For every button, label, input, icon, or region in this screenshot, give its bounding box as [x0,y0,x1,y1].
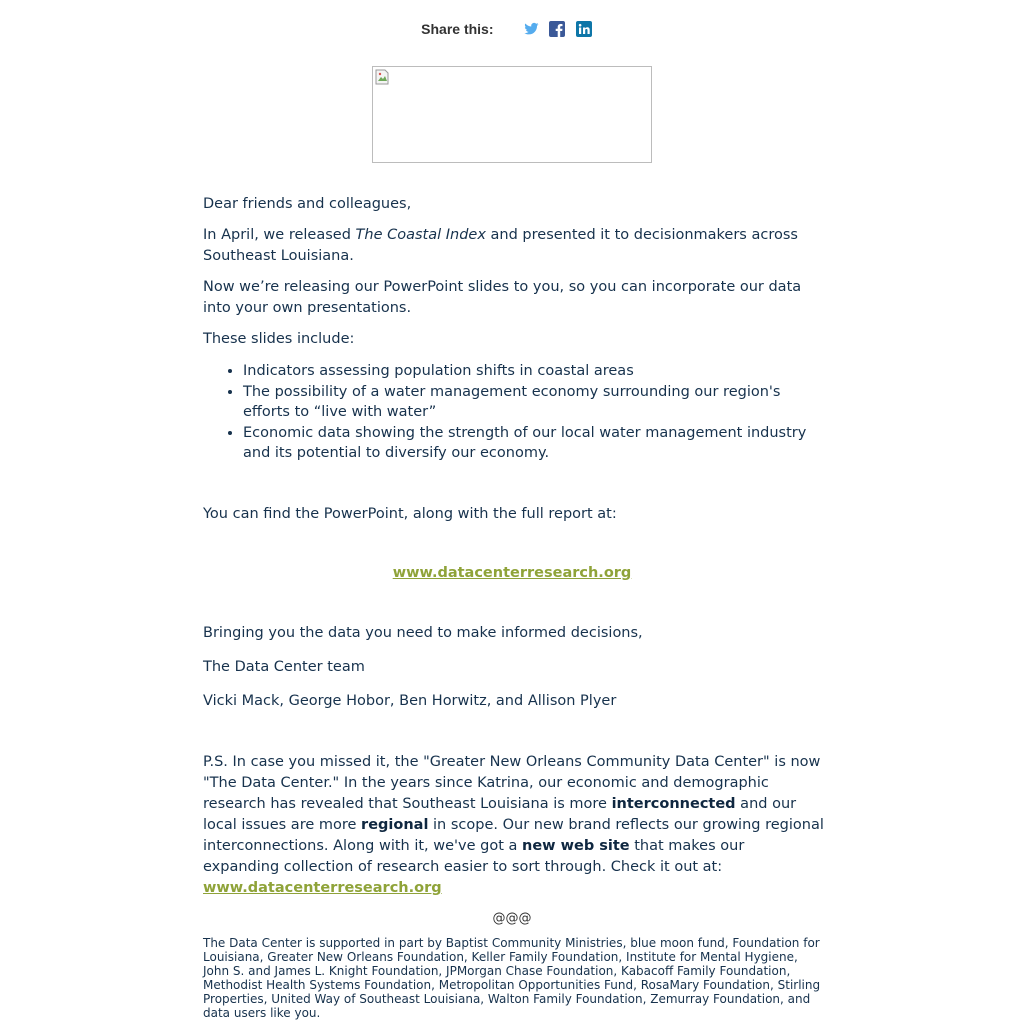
twitter-icon[interactable] [522,20,540,38]
signature-team: The Data Center team [203,659,365,675]
closing-text: Bringing you the data you need to make informed decisions, [203,625,643,641]
separator: @@@ [492,911,532,926]
intro-text: In April, we released [203,227,356,243]
slides-paragraph: Now we’re releasing our PowerPoint slides to you, so you can incorporate our data into your own presentations. [203,279,802,316]
signature-names: Vicki Mack, George Hobor, Ben Horwitz, and Allison Plyer [203,693,617,709]
greeting: Dear friends and colleagues, [203,196,412,212]
url-container [203,563,821,584]
ps-bold-regional: regional [361,817,429,833]
report-title: The Coastal Index [355,227,486,243]
find-report-text: You can find the PowerPoint, along with the full report at: [203,506,617,522]
header-image-placeholder [372,66,652,163]
intro-paragraph [203,225,825,267]
ps-bold-new-web-site: new web site [522,838,630,854]
share-label: Share this: [421,21,494,37]
website-link[interactable]: www.datacenterresearch.org [392,565,632,581]
ps-bold-interconnected: interconnected [611,796,736,812]
linkedin-icon[interactable] [575,20,593,38]
list-item: • Indicators assessing population shifts in coastal areas [243,361,825,381]
ps-text: P.S. In case you missed it, the "Greater New Orleans Community Data Center" is now "The Data Center." In the years since Katrina, our economic and demographic research has revealed that Southeast Louisiana is more [203,754,821,812]
broken-image-icon [375,69,389,85]
list-item: • Economic data showing the strength of our local water management industry and its potential to diversify our economy. [243,423,825,463]
slides-bullet-list [203,361,825,464]
footer-supporters: The Data Center is supported in part by Baptist Community Ministries, blue moon fund, Foundation for Louisiana, Greater New Orleans Foundation, Keller Family Foundation, Institute for Mental Hygiene, John S. and James L. Knight Foundation, JPMorgan Chase Foundation, Kabacoff Family Foundation, Methodist Health Systems Foundation, Metropolitan Opportunities Fund, RosaMary Foundation, Stirling Properties, United Way of Southeast Louisiana, Walton Family Foundation, Zemurray Foundation, and data users like you. [203,936,821,1020]
slides-include-heading: These slides include: [203,331,355,347]
intro-text-continued: and presented it to decisionmakers across Southeast Louisiana. [203,227,798,264]
list-item: • The possibility of a water management economy surrounding our region's efforts to “live with water” [243,382,825,422]
facebook-icon[interactable] [548,20,566,38]
ps-text: in scope. Our new brand reflects our growing regional interconnections. Along with it, we've got a [203,817,824,854]
postscript-paragraph [203,752,825,899]
ps-text: that makes our expanding collection of research easier to sort through. Check it out at: [203,838,745,875]
ps-website-link[interactable]: www.datacenterresearch.org [203,880,442,896]
share-bar [0,20,1024,38]
ps-text: and our local issues are more [203,796,797,833]
